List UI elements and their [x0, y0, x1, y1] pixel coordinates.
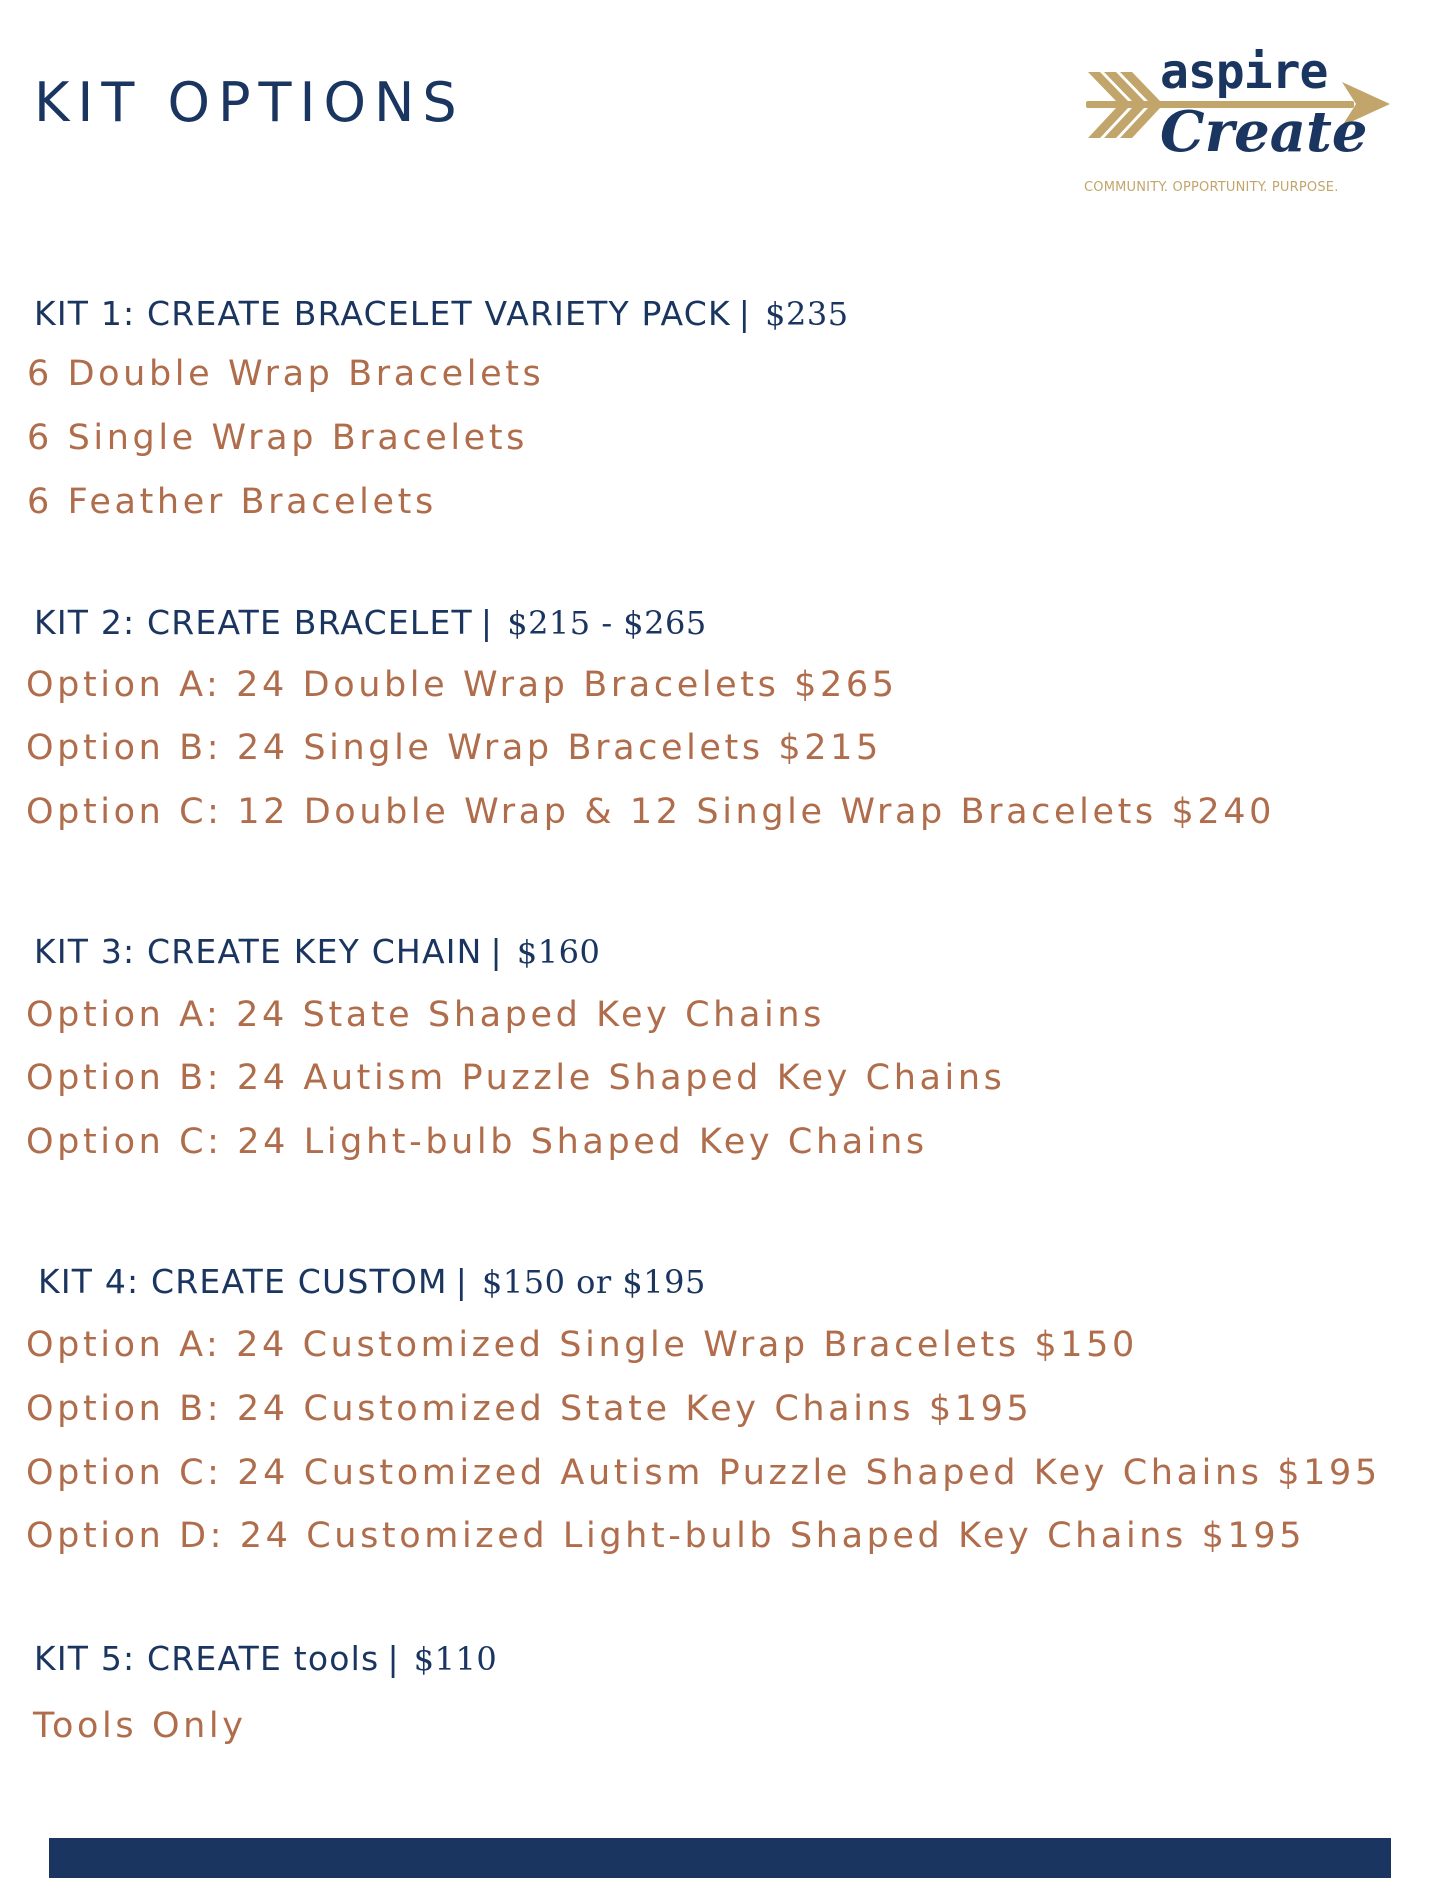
kit-1-section: [0, 294, 1400, 522]
kit-heading: [0, 603, 1400, 642]
kit-item: 6 Double Wrap Bracelets: [27, 354, 545, 394]
kit-separator: |: [387, 1639, 400, 1678]
kit-5-section: [0, 1639, 1400, 1746]
kit-title: KIT 5: CREATE tools: [34, 1639, 380, 1678]
kit-separator: |: [480, 603, 494, 642]
kit-item: Option B: 24 Autism Puzzle Shaped Key Chains: [26, 1058, 1006, 1098]
kit-title: KIT 2: CREATE BRACELET: [34, 603, 473, 642]
kit-heading: [0, 1262, 1400, 1301]
page-title: KIT OPTIONS: [34, 71, 465, 134]
kit-item: Option A: 24 Double Wrap Bracelets $265: [26, 665, 898, 705]
kit-price: $160: [516, 933, 601, 971]
kit-heading: [0, 294, 1400, 333]
kit-item: Option B: 24 Single Wrap Bracelets $215: [26, 728, 882, 768]
kit-separator: |: [490, 932, 503, 971]
kit-item: Option D: 24 Customized Light-bulb Shaped Key Chains $195: [26, 1516, 1306, 1556]
kit-item: 6 Feather Bracelets: [27, 482, 437, 522]
aspire-create-logo: [1080, 38, 1400, 208]
kit-price: $215 - $265: [507, 604, 707, 642]
kit-price: $150 or $195: [482, 1263, 706, 1301]
kit-item: 6 Single Wrap Bracelets: [27, 418, 528, 458]
kit-item: Tools Only: [33, 1706, 247, 1746]
footer-bar: [49, 1838, 1391, 1878]
kit-heading: [0, 1639, 1400, 1678]
kit-separator: |: [455, 1262, 469, 1301]
kit-price: $235: [765, 295, 849, 333]
kit-3-section: [0, 932, 1400, 1162]
logo-word-create: Create: [1160, 99, 1368, 165]
kit-item: Option C: 24 Light-bulb Shaped Key Chains: [26, 1122, 928, 1162]
kit-title: KIT 3: CREATE KEY CHAIN: [34, 932, 483, 971]
logo-word-aspire: aspire: [1160, 44, 1328, 100]
kit-title: KIT 4: CREATE CUSTOM: [38, 1262, 448, 1301]
kit-4-section: [0, 1262, 1400, 1556]
kit-price: $110: [413, 1640, 498, 1678]
kit-2-section: [0, 603, 1400, 832]
kit-title: KIT 1: CREATE BRACELET VARIETY PACK: [34, 294, 731, 333]
kit-item: Option A: 24 State Shaped Key Chains: [26, 995, 825, 1035]
kit-item: Option A: 24 Customized Single Wrap Bracelets $150: [26, 1325, 1138, 1365]
kit-item: Option B: 24 Customized State Key Chains $195: [26, 1389, 1033, 1429]
kit-heading: [0, 932, 1400, 971]
kit-separator: |: [738, 294, 752, 333]
kit-item: Option C: 24 Customized Autism Puzzle Shaped Key Chains $195: [26, 1453, 1381, 1493]
kit-item: Option C: 12 Double Wrap & 12 Single Wrap Bracelets $240: [26, 792, 1275, 832]
logo-tagline: COMMUNITY. OPPORTUNITY. PURPOSE.: [1084, 180, 1339, 195]
